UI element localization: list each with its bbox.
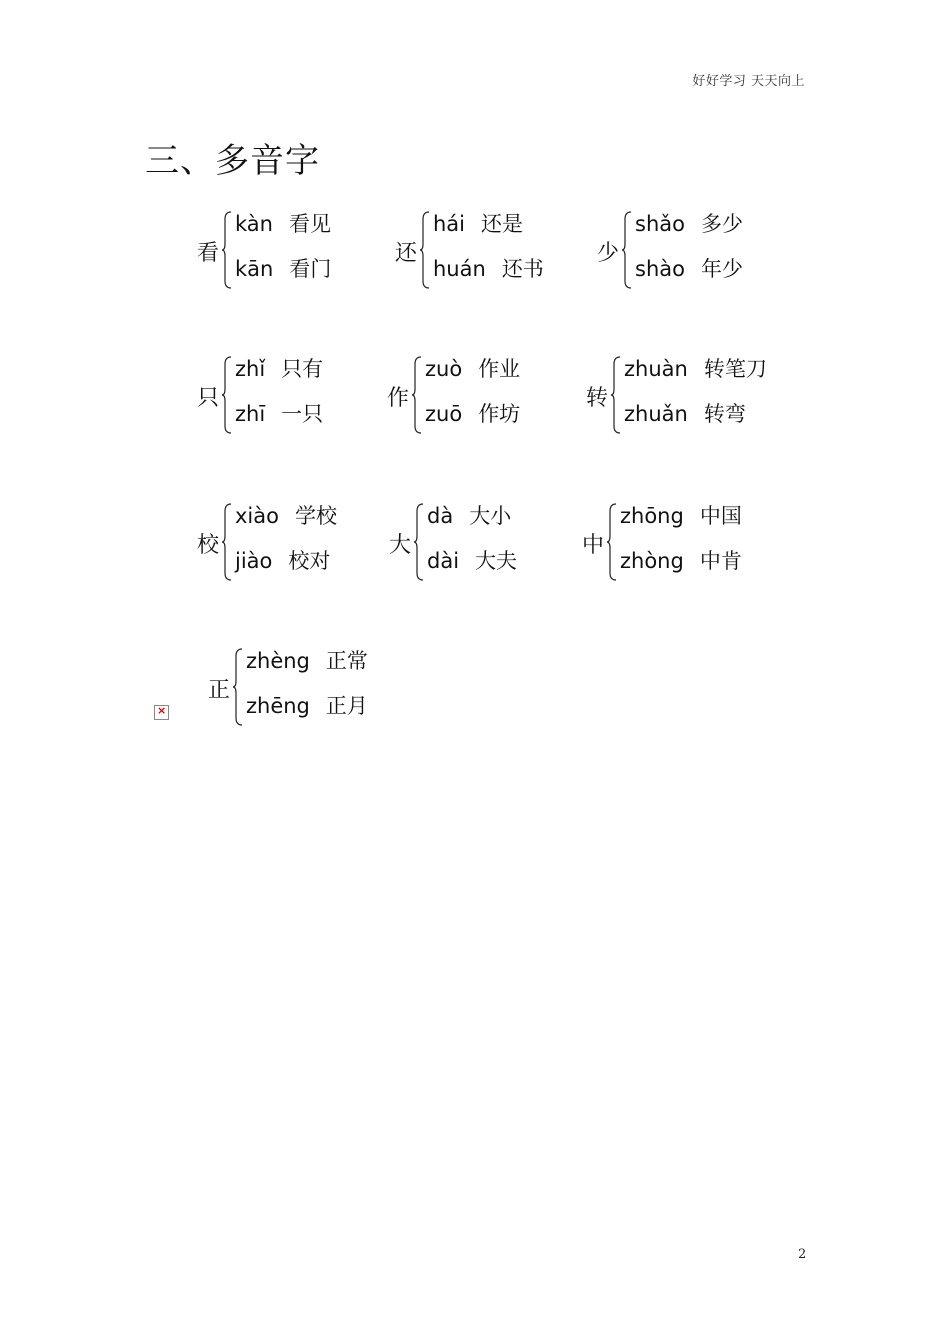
pinyin: zhuàn xyxy=(624,357,688,381)
reading-line xyxy=(235,254,331,284)
polyphone-entry xyxy=(387,354,607,444)
example-word: 大夫 xyxy=(475,549,518,573)
pinyin: jiào xyxy=(235,549,273,573)
brace-icon xyxy=(610,356,622,434)
reading-line xyxy=(425,399,520,429)
entry-character: 转 xyxy=(586,386,609,411)
polyphone-entry xyxy=(389,501,609,591)
reading-line xyxy=(635,209,743,239)
polyphone-entry xyxy=(197,501,417,591)
brace-icon xyxy=(411,356,423,434)
example-word: 还书 xyxy=(501,257,544,281)
reading-line xyxy=(620,501,742,531)
brace-icon xyxy=(413,503,425,581)
example-word: 只有 xyxy=(281,357,324,381)
entry-character: 作 xyxy=(387,386,410,411)
polyphone-entry xyxy=(197,209,417,299)
pinyin: zhēng xyxy=(246,694,310,718)
brace-icon xyxy=(221,211,233,289)
entry-character: 中 xyxy=(582,533,605,558)
brace-icon xyxy=(606,503,618,581)
reading-line xyxy=(235,354,323,384)
pinyin: dài xyxy=(427,549,460,573)
reading-line xyxy=(427,546,517,576)
brace-icon xyxy=(419,211,431,289)
example-word: 还是 xyxy=(481,212,524,236)
reading-line xyxy=(235,501,337,531)
example-word: 大小 xyxy=(469,504,512,528)
example-word: 看见 xyxy=(288,212,331,236)
polyphone-entry xyxy=(197,354,417,444)
reading-line xyxy=(235,209,331,239)
polyphone-entry xyxy=(395,209,615,299)
example-word: 正常 xyxy=(325,649,368,673)
example-word: 一只 xyxy=(281,402,324,426)
pinyin: zhuǎn xyxy=(624,402,688,426)
entry-character: 还 xyxy=(395,241,418,266)
reading-line xyxy=(425,354,520,384)
example-word: 看门 xyxy=(289,257,332,281)
reading-line xyxy=(246,646,368,676)
entry-character: 看 xyxy=(197,241,220,266)
pinyin: shào xyxy=(635,257,685,281)
section-title: 三、多音字 xyxy=(145,141,320,181)
reading-line xyxy=(624,354,767,384)
reading-line xyxy=(433,254,544,284)
pinyin: zuō xyxy=(425,402,463,426)
pinyin: kān xyxy=(235,257,274,281)
page-number: 2 xyxy=(798,1247,807,1262)
entry-character: 校 xyxy=(197,533,220,558)
example-word: 中肯 xyxy=(699,549,742,573)
reading-line xyxy=(624,399,746,429)
entry-character: 少 xyxy=(597,241,620,266)
polyphone-entry xyxy=(208,646,428,736)
example-word: 校对 xyxy=(288,549,331,573)
brace-icon xyxy=(232,648,244,726)
pinyin: kàn xyxy=(235,212,273,236)
example-word: 中国 xyxy=(699,504,742,528)
example-word: 多少 xyxy=(700,212,743,236)
pinyin: dà xyxy=(427,504,454,528)
pinyin: hái xyxy=(433,212,466,236)
pinyin: zhī xyxy=(235,402,266,426)
broken-image-icon: × xyxy=(154,705,169,720)
pinyin: xiào xyxy=(235,504,279,528)
polyphone-entry xyxy=(586,354,806,444)
example-word: 作业 xyxy=(478,357,521,381)
reading-line xyxy=(620,546,742,576)
example-word: 转弯 xyxy=(703,402,746,426)
entry-character: 只 xyxy=(197,386,220,411)
reading-line xyxy=(235,546,330,576)
reading-line xyxy=(235,399,323,429)
pinyin: zhèng xyxy=(246,649,310,673)
pinyin: shǎo xyxy=(635,212,685,236)
pinyin: huán xyxy=(433,257,486,281)
polyphone-entry xyxy=(582,501,802,591)
pinyin: zhǐ xyxy=(235,357,266,381)
entry-character: 大 xyxy=(389,533,412,558)
polyphone-entry xyxy=(597,209,817,299)
reading-line xyxy=(246,691,368,721)
example-word: 学校 xyxy=(294,504,337,528)
brace-icon xyxy=(221,503,233,581)
example-word: 作坊 xyxy=(478,402,521,426)
brace-icon xyxy=(221,356,233,434)
pinyin: zuò xyxy=(425,357,463,381)
example-word: 正月 xyxy=(325,694,368,718)
pinyin: zhòng xyxy=(620,549,684,573)
example-word: 年少 xyxy=(700,257,743,281)
brace-icon xyxy=(621,211,633,289)
reading-line xyxy=(427,501,511,531)
reading-line xyxy=(433,209,523,239)
example-word: 转笔刀 xyxy=(703,357,767,381)
page-header: 好好学习 天天向上 xyxy=(692,74,805,89)
pinyin: zhōng xyxy=(620,504,684,528)
entry-character: 正 xyxy=(208,678,231,703)
reading-line xyxy=(635,254,743,284)
